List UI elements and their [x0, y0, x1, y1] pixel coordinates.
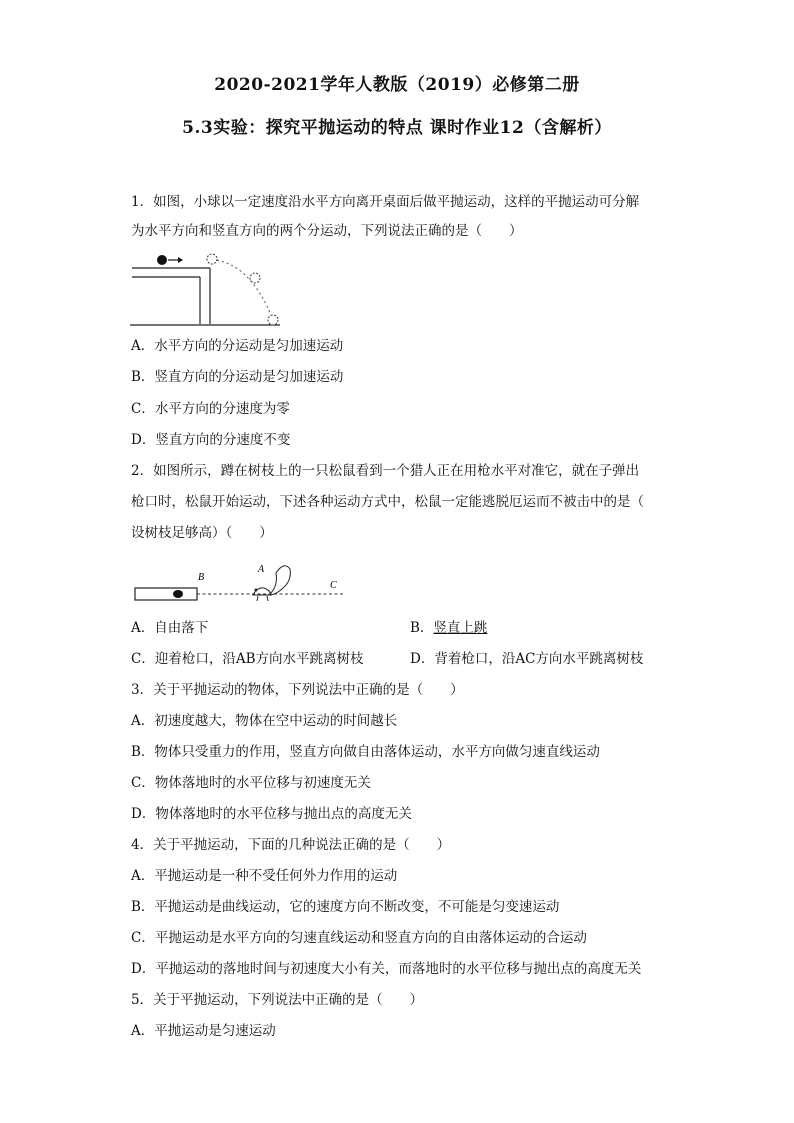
q3-option-d: D．物体落地时的水平位移与抛出点的高度无关	[131, 806, 412, 822]
q3-option-b: B．物体只受重力的作用，竖直方向做自由落体运动，水平方向做匀速直线运动	[131, 744, 600, 760]
q3-option-c: C．物体落地时的水平位移与初速度无关	[131, 775, 371, 791]
q1-option-c: C．水平方向的分速度为零	[131, 401, 290, 417]
q2-option-b-prefix: B．	[410, 620, 434, 636]
q2-figure-gun-squirrel	[130, 555, 350, 607]
fig-label-a: A	[258, 564, 265, 575]
q2-option-c: C．迎着枪口，沿AB方向水平跳离树枝	[131, 651, 364, 667]
fig-label-b: B	[198, 572, 205, 583]
q2-stem-line3: 设树枝足够高）（ ）	[131, 525, 273, 541]
document-title-line1: 2020-2021学年人教版（2019）必修第二册	[214, 75, 580, 95]
q2-stem-line2: 枪口时，松鼠开始运动，下述各种运动方式中，松鼠一定能逃脱厄运而不被击中的是（	[131, 494, 644, 510]
q4-option-a: A．平抛运动是一种不受任何外力作用的运动	[131, 868, 398, 884]
ball-icon	[157, 255, 167, 265]
q2-option-a: A．自由落下	[131, 620, 209, 636]
q4-option-c: C．平抛运动是水平方向的匀速直线运动和竖直方向的自由落体运动的合运动	[131, 930, 587, 946]
q2-option-b	[410, 619, 487, 637]
q1-option-b: B．竖直方向的分运动是匀加速运动	[131, 369, 344, 385]
q1-stem-line1: 1．如图，小球以一定速度沿水平方向离开桌面后做平抛运动，这样的平抛运动可分解	[131, 194, 640, 210]
q3-option-a: A．初速度越大，物体在空中运动的时间越长	[131, 713, 398, 729]
trajectory-path	[212, 260, 273, 320]
bullet-icon	[173, 590, 183, 598]
q4-option-b: B．平抛运动是曲线运动，它的速度方向不断改变，不可能是匀变速运动	[131, 899, 560, 915]
q3-stem: 3．关于平抛运动的物体，下列说法中正确的是（ ）	[131, 682, 464, 698]
q1-figure-table-ball	[130, 250, 290, 330]
q2-option-d: D．背着枪口，沿AC方向水平跳离树枝	[410, 651, 644, 667]
q5-stem: 5．关于平抛运动，下列说法中正确的是（ ）	[131, 992, 424, 1008]
q5-option-a: A．平抛运动是匀速运动	[131, 1023, 276, 1039]
q2-stem-line1: 2．如图所示，蹲在树枝上的一只松鼠看到一个猎人正在用枪水平对准它，就在子弹出	[131, 463, 640, 479]
q4-stem: 4．关于平抛运动，下面的几种说法正确的是（ ）	[131, 837, 451, 853]
fig-label-c: C	[330, 580, 337, 591]
q1-option-a: A．水平方向的分运动是匀加速运动	[131, 338, 344, 354]
arrow-right-icon	[178, 257, 183, 263]
q1-stem-line2: 为水平方向和竖直方向的两个分运动，下列说法正确的是（ ）	[131, 223, 523, 239]
gun-barrel	[135, 588, 197, 600]
q4-option-d: D．平抛运动的落地时间与初速度大小有关，而落地时的水平位移与抛出点的高度无关	[131, 961, 642, 977]
q1-option-d: D．竖直方向的分速度不变	[131, 432, 291, 448]
q2-option-b-text: 竖直上跳	[433, 620, 488, 636]
document-title-line2: 5.3实验：探究平抛运动的特点 课时作业12（含解析）	[182, 118, 612, 138]
